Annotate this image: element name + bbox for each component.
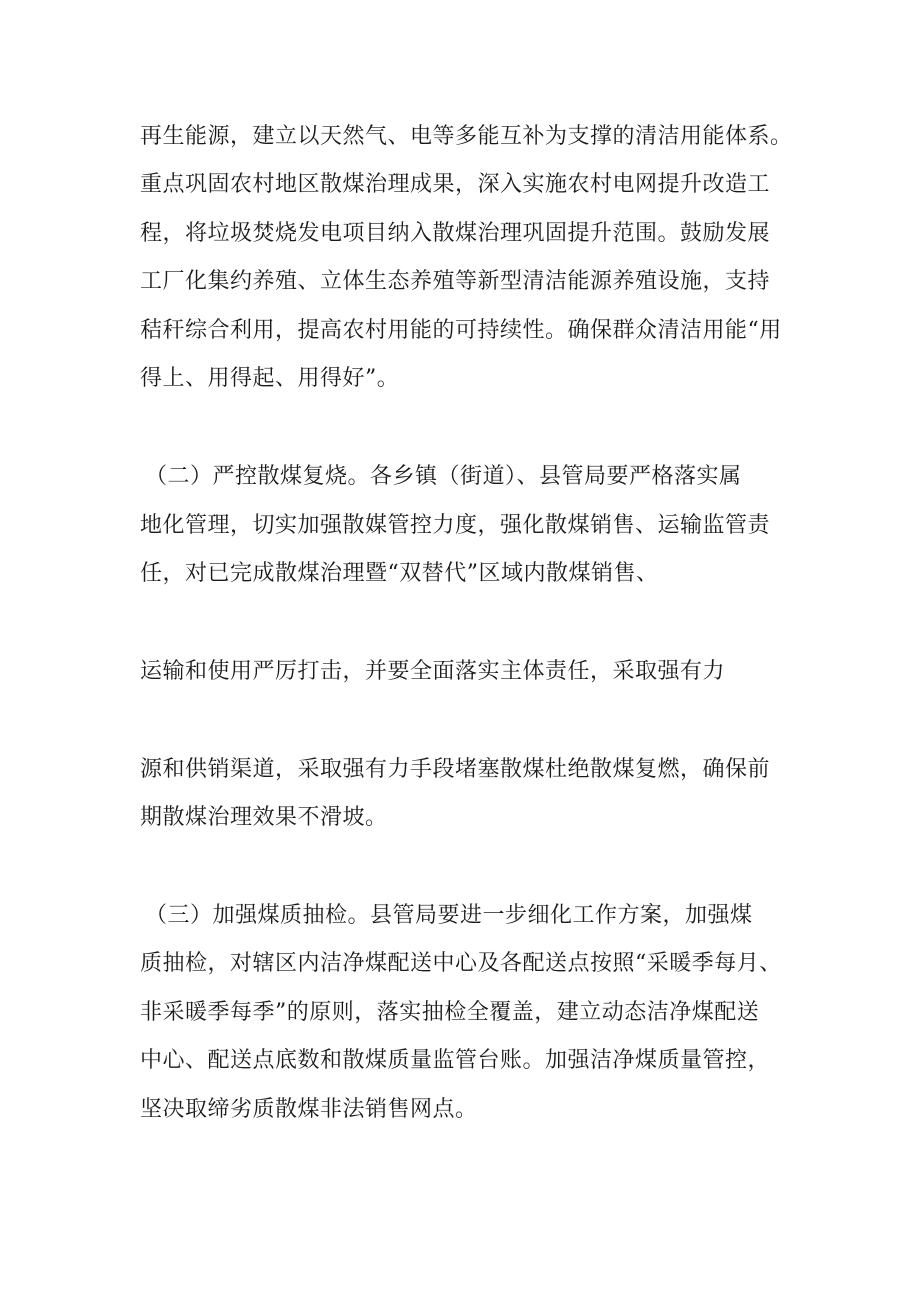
paragraph-line: 重点巩固农村地区散煤治理成果，深入实施农村电网提升改造工	[140, 172, 771, 197]
paragraph-line: 秸秆综合利用，提高农村用能的可持续性。确保群众清洁用能“用	[140, 318, 782, 343]
section-heading-line: （三）加强煤质抽检。县管局要进一步细化工作方案，加强煤	[145, 903, 753, 928]
paragraph-line: 得上、用得起、用得好”。	[140, 366, 400, 391]
paragraph-line: 非采暖季每季”的原则，落实抽检全覆盖，建立动态洁净煤配送	[140, 1000, 760, 1025]
paragraph-line: 质抽检，对辖区内洁净煤配送中心及各配送点按照“采暖季每月、	[140, 951, 782, 976]
section-heading-line: （二）严控散煤复烧。各乡镇（街道）、县管局要严格落实属	[145, 464, 742, 489]
paragraph-line: 坚决取缔劣质散煤非法销售网点。	[140, 1097, 478, 1122]
paragraph-line: 工厂化集约养殖、立体生态养殖等新型清洁能源养殖设施，支持	[140, 269, 771, 294]
paragraph-line: 期散煤治理效果不滑坡。	[140, 805, 388, 830]
paragraph-line: 程，将垃圾焚烧发电项目纳入散煤治理巩固提升范围。鼓励发展	[140, 221, 771, 246]
paragraph-line: 任，对已完成散煤治理暨“双替代”区域内散煤销售、	[140, 561, 659, 586]
paragraph-line: 中心、配送点底数和散煤质量监管台账。加强洁净煤质量管控，	[140, 1048, 771, 1073]
paragraph-line: 源和供销渠道，采取强有力手段堵塞散煤杜绝散煤复燃，确保前	[140, 757, 771, 782]
paragraph-line: 再生能源，建立以天然气、电等多能互补为支撑的清洁用能体系。	[140, 124, 793, 149]
paragraph-line: 运输和使用严厉打击，并要全面落实主体责任，采取强有力	[140, 659, 726, 684]
paragraph-line: 地化管理，切实加强散媒管控力度，强化散煤销售、运输监管责	[140, 513, 771, 538]
